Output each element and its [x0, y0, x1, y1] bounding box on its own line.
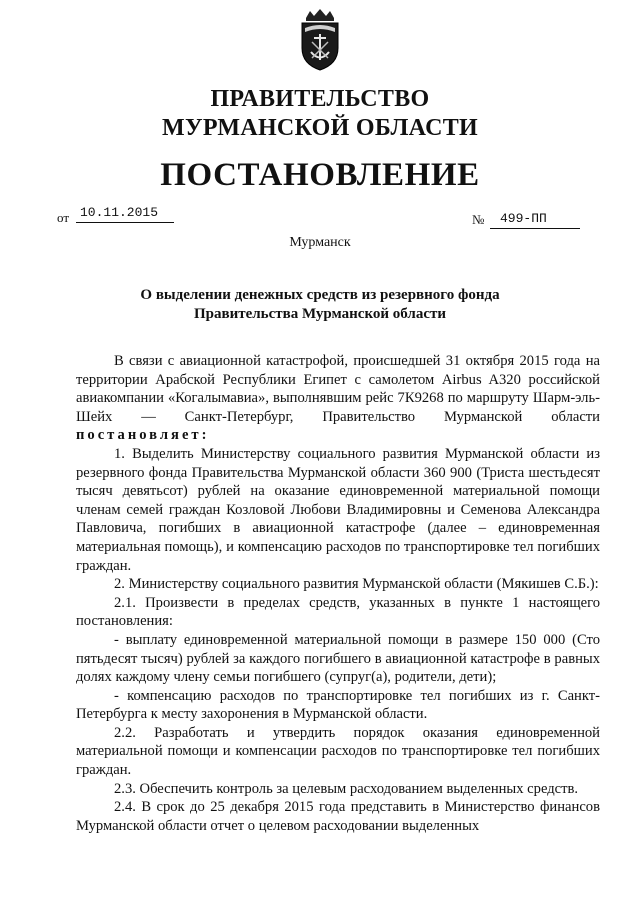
paragraph-2-2: 2.2. Разработать и утвердить порядок оказания единовременной материальной помощи и компенсации расходов по транспортировке тел погибших граждан. — [76, 724, 600, 779]
paragraph-2-1-b: - компенсацию расходов по транспортировке тел погибших из г. Санкт-Петербурга к месту захоронения в Мурманской области. — [76, 687, 600, 723]
document-body — [76, 352, 600, 835]
org-name-line1: ПРАВИТЕЛЬСТВО — [210, 86, 430, 112]
paragraph-2: 2. Министерству социального развития Мурманской области (Мякишев С.Б.): — [114, 576, 599, 593]
document-number: 499-ПП — [500, 211, 547, 226]
decree-word: постановляет: — [76, 427, 210, 444]
number-prefix: № — [472, 212, 485, 227]
document-date: 10.11.2015 — [80, 205, 159, 220]
intro-text: В связи с авиационной катастрофой, происшедшей 31 октября 2015 года на территории Арабской Республики Египет с самолетом Airbus A320 российской авиакомпании «Когалымавиа», выполнявшим рейс 7К9268 по маршруту Шарм-эль-Шейх — Санкт-Петербург, Правительство Мурманской области — [76, 353, 600, 425]
paragraph-1: 1. Выделить Министерству социального развития Мурманской области из резервного фонда Правительства Мурманской области 360 900 (Триста шестьдесят тысяч девятьсот) рублей на оказание единовременной материальной помощи членам семей граждан Козловой Любови Владимировны и Семенова Александра Павловича, погибших в авиационной катастрофе (далее – единовременная материальная помощь), и компенсацию расходов по транспортировке тел погибших граждан. — [76, 445, 600, 574]
date-underline — [76, 222, 174, 223]
date-prefix: от — [57, 210, 70, 225]
paragraph-2-4: 2.4. В срок до 25 декабря 2015 года представить в Министерство финансов Мурманской области отчет о целевом расходовании выделенных — [76, 799, 600, 834]
paragraph-intro — [76, 352, 600, 445]
subject-line2: Правительства Мурманской области — [193, 306, 447, 322]
org-name-line2: МУРМАНСКОЙ ОБЛАСТИ — [162, 115, 478, 141]
city: Мурманск — [289, 235, 351, 250]
document-subject — [60, 286, 580, 324]
number-underline — [490, 228, 580, 229]
coat-of-arms-icon — [296, 8, 344, 72]
document-type: ПОСТАНОВЛЕНИЕ — [160, 157, 480, 193]
paragraph-2-3: 2.3. Обеспечить контроль за целевым расходованием выделенных средств. — [114, 780, 579, 797]
paragraph-2-1: 2.1. Произвести в пределах средств, указанных в пункте 1 настоящего постановления: — [76, 594, 600, 630]
paragraph-2-1-a: - выплату единовременной материальной помощи в размере 150 000 (Сто пятьдесят тысяч) рублей за каждого погибшего в авиационной катастрофе в равных долях каждому члену семьи погибшего (супруг(а), родители, дети); — [76, 631, 600, 686]
subject-line1: О выделении денежных средств из резервного фонда — [140, 287, 500, 303]
